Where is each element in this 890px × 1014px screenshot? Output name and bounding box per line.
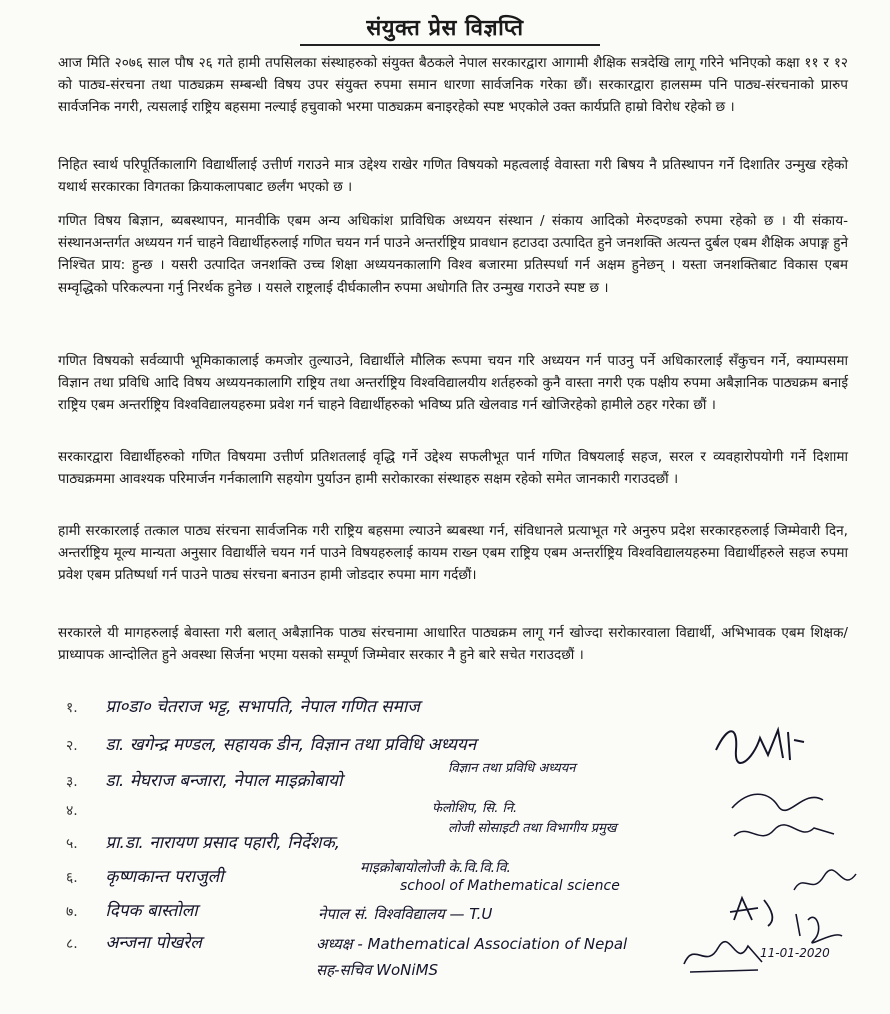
- paragraph-7: सरकारले यी मागहरुलाई बेवास्ता गरी बलात् अबैज्ञानिक पाठ्य संरचनामा आधारित पाठ्यक्रम लागू गर्न खोज्दा सरोकारवाला विद्यार्थी, अभिभावक एबम शिक्षक/ प्राध्यापक आन्दोलित हुने अवस्था सिर्जना भएमा यसको सम्पूर्ण जिम्मेवार सरकार नै हुने बारे सचेत गराउदछौं ।: [58, 625, 848, 664]
- signatory-name: डा. मेघराज बन्जारा, नेपाल माइक्रोबायो: [105, 771, 343, 791]
- signatory-affiliation: school of Mathematical science: [400, 878, 620, 894]
- signatory-row: [66, 768, 806, 798]
- paragraph-1: आज मिति २०७६ साल पौष २६ गते हामी तपसिलका संस्थाहरुको संयुक्त बैठकले नेपाल सरकारद्वारा आगामी शैक्षिक सत्रदेखि लागू गरिने भनिएको कक्षा ११ र १२ को पाठ्य-संरचना तथा पाठ्यक्रम सम्बन्धी विषय उपर संयुक्त रुपमा समान धारणा सार्वजनिक गरेका छौं। सरकारद्वारा हालसम्म पनि पाठ्य-संरचनाको प्रारुप सार्वजनिक नगरी, त्यसलाई राष्ट्रिय बहसमा नल्याई हचुवाको भरमा पाठ्यक्रम बनाइरहेको स्पष्ट भएकोले उक्त कार्यप्रति हाम्रो विरोध रहेको छ ।: [58, 55, 848, 116]
- signatory-row: [66, 694, 806, 724]
- signatory-row: [66, 830, 806, 860]
- signatory-affiliation: फेलोशिप, सि. नि.: [432, 801, 518, 816]
- signatory-name: अन्जना पोखरेल: [105, 933, 202, 953]
- signatory-name: प्रा०डा० चेतराज भट्ट, सभापति, नेपाल गणित समाज: [105, 697, 420, 717]
- paragraph-2: निहित स्वार्थ परिपूर्तिकालागि विद्यार्थीलाई उत्तीर्ण गराउने मात्र उद्देश्य राखेर गणित विषयको महत्वलाई वेवास्ता गरी बिषय नै प्रतिस्थापन गर्ने दिशातिर उन्मुख रहेको यथार्थ सरकारका विगतका क्रियाकलापबाट छर्लंग भएको छ ।: [58, 157, 848, 196]
- signatory-number: २.: [66, 738, 78, 754]
- paragraph-5: सरकारद्वारा विद्यार्थीहरुको गणित विषयमा उत्तीर्ण प्रतिशतलाई वृद्धि गर्ने उद्देश्य सफलीभूत पार्न गणित विषयलाई सहज, सरल र व्यवहारोपयोगी गर्ने दिशामा पाठ्यक्रममा आवश्यक परिमार्जन गर्नकालागि सहयोग पुर्याउन हामी सरोकारका संस्थाहरु सक्षम रहेको समेत जानकारी गराउदछौं ।: [58, 449, 848, 488]
- signatory-affiliation: नेपाल सं. विश्वविद्यालय — T.U: [318, 905, 493, 923]
- signatory-number: ७.: [66, 904, 78, 920]
- signature-scribble: [708, 720, 808, 770]
- signatory-row: [66, 732, 806, 762]
- document-title: संयुक्त प्रेस विज्ञप्ति: [366, 16, 524, 41]
- signature-scribble: [678, 934, 768, 978]
- signatory-number: ३.: [66, 774, 78, 790]
- signatory-affiliation: अध्यक्ष - Mathematical Association of Nepal: [316, 935, 628, 953]
- signature-scribble: [790, 906, 850, 946]
- signature-date: 11-01-2020: [760, 946, 830, 960]
- signatory-number: ८.: [66, 936, 78, 952]
- signatory-number: ५.: [66, 836, 78, 852]
- signatory-affiliation: लोजी सोसाइटी तथा विभागीय प्रमुख: [448, 821, 617, 836]
- signatory-name: डा. खगेन्द्र मण्डल, सहायक डीन, विज्ञान तथा प्रविधि अध्ययन: [105, 735, 477, 755]
- signature-scribble: [728, 780, 828, 820]
- signatory-affiliation: माइक्रोबायोलोजी के.वि.वि.वि.: [360, 860, 511, 876]
- signatory-number: ६.: [66, 870, 78, 886]
- paragraph-4: गणित विषयको सर्वव्यापी भूमिकाकालाई कमजोर तुल्याउने, विद्यार्थीले मौलिक रूपमा चयन गरि अध्ययन गर्न पाउनु पर्ने अधिकारलाई सँकुचन गर्ने, क्याम्पसमा विज्ञान तथा प्रविधि आदि विषय अध्ययनकालागि राष्ट्रिय तथा अन्तर्राष्ट्रिय विश्वविद्यालयीय शर्तहरुको कुनै वास्ता नगरी एक पक्षीय रुपमा अबैज्ञानिक पाठ्यक्रम बनाई राष्ट्रिय एबम अन्तर्राष्ट्रिय विश्वविद्यालयहरुमा प्रवेश गर्न चाहने विद्यार्थीहरुको भविष्य प्रति खेलवाड गर्न खोजिरहेको हामीले ठहर गरेका छौं ।: [58, 353, 848, 414]
- signatory-affiliation: सह-सचिव WoNiMS: [316, 961, 439, 979]
- signature-scribble: [790, 866, 860, 906]
- signatory-name: कृष्णकान्त पराजुली: [105, 867, 224, 887]
- signatory-name: प्रा.डा. नारायण प्रसाद पहारी, निर्देशक,: [105, 833, 341, 853]
- signatory-list: [0, 690, 890, 1014]
- signature-scribble: [730, 818, 840, 848]
- signatory-affiliation: विज्ञान तथा प्रविधि अध्ययन: [448, 761, 576, 776]
- title-underline: [300, 44, 600, 46]
- signature-scribble: [724, 890, 784, 930]
- signatory-number: १.: [66, 700, 78, 716]
- paragraph-6: हामी सरकारलाई तत्काल पाठ्य संरचना सार्वजनिक गरी राष्ट्रिय बहसमा ल्याउने ब्यबस्था गर्न, संविधानले प्रत्याभूत गरे अनुरुप प्रदेश सरकारहरुलाई जिम्मेवारी दिन, अन्तर्राष्ट्रिय मूल्य मान्यता अनुसार विद्यार्थीले चयन गर्न पाउने विषयहरुलाई कायम राख्न एबम राष्ट्रिय एबम अन्तर्राष्ट्रिय विश्वविद्यालयहरुमा विद्यार्थीहरुले सहज रुपमा प्रवेश एबम प्रतिष्पर्धा गर्न पाउने पाठ्य संरचना बनाउन हामी जोडदार रुपमा माग गर्दछौं।: [58, 523, 848, 584]
- signatory-name: दिपक बास्तोला: [105, 901, 198, 921]
- signatory-number: ४.: [66, 803, 78, 819]
- paragraph-3: गणित विषय बिज्ञान, ब्यबस्थापन, मानवीकि एबम अन्य अधिकांश प्राविधिक अध्ययन संस्थान / संकाय आदिको मेरुदण्डको रुपमा रहेको छ । यी संकाय-संस्थानअन्तर्गत अध्ययन गर्न चाहने विद्यार्थीहरुलाई गणित चयन गर्न पाउने अन्तर्राष्ट्रिय प्रावधान हटाउदा उत्पादित हुने जनशक्ति अत्यन्त दुर्बल एबम शैक्षिक अपाङ्ग हुने निश्चित प्राय: हुन्छ । यसरी उत्पादित जनशक्ति उच्च शिक्षा अध्ययनकालागि विश्व बजारमा प्रतिस्पर्धा गर्न अक्षम हुनेछन् । यस्ता जनशक्तिबाट विकास एबम सम्वृद्धिको परिकल्पना गर्नु निरर्थक हुनेछ । यसले राष्ट्रलाई दीर्घकालीन रुपमा अधोगति तिर उन्मुख गराउने स्पष्ट छ ।: [58, 213, 848, 296]
